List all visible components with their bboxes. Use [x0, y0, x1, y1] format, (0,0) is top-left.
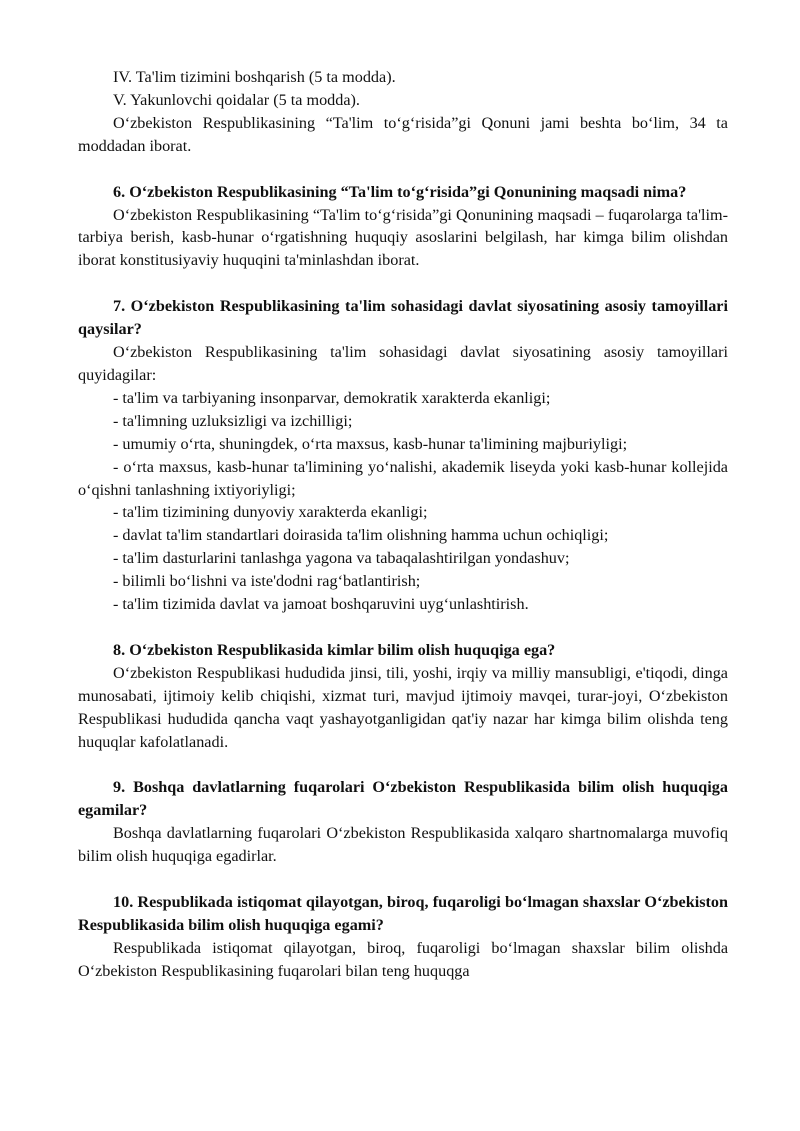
list-item: - bilimli bo‘lishni va iste'dodni rag‘batlantirish; [113, 572, 421, 591]
list-item: - davlat ta'lim standartlari doirasida ta'lim olishning hamma uchun ochiqligi; [113, 526, 609, 545]
answer-6: O‘zbekiston Respublikasining “Ta'lim to‘g‘risida”gi Qonunining maqsadi – fuqarolarga ta'lim-tarbiya berish, kasb-hunar o‘rgatishning huquqiy asoslarini belgilash, har kimga bilim olishdan iborat konstitusiyaviy huquqini ta'minlashdan iborat. [78, 205, 728, 270]
question-6: 6. O‘zbekiston Respublikasining “Ta'lim to‘g‘risida”gi Qonunining maqsadi nima? [113, 182, 687, 201]
question-7: 7. O‘zbekiston Respublikasining ta'lim sohasidagi davlat siyosatining asosiy tamoyillari qaysilar? [78, 297, 728, 339]
intro-line-4: IV. Ta'lim tizimini boshqarish (5 ta modda). [113, 68, 396, 86]
answer-9: Boshqa davlatlarning fuqarolari O‘zbekiston Respublikasida xalqaro shartnomalarga muvofiq bilim olish huquqiga egadirlar. [78, 824, 728, 866]
list-item: - o‘rta maxsus, kasb-hunar ta'limining yo‘nalishi, akademik liseyda yoki kasb-hunar kollejida o‘qishni tanlashning ixtiyoriyligi; [78, 457, 728, 499]
intro-line-5: V. Yakunlovchi qoidalar (5 ta modda). [113, 90, 360, 109]
list-item: - ta'lim tizimining dunyoviy xarakterda ekanligi; [113, 503, 428, 522]
answer-7: O‘zbekiston Respublikasining ta'lim sohasidagi davlat siyosatining asosiy tamoyillari quyidagilar: [78, 343, 728, 384]
intro-summary: O‘zbekiston Respublikasining “Ta'lim to‘g‘risida”gi Qonuni jami beshta bo‘lim, 34 ta moddadan iborat. [78, 113, 728, 155]
list-item: - ta'lim va tarbiyaning insonparvar, demokratik xarakterda ekanligi; [113, 388, 551, 407]
list-item: - ta'limning uzluksizligi va izchilligi; [113, 411, 353, 430]
answer-10: Respublikada istiqomat qilayotgan, biroq, fuqaroligi bo‘lmagan shaxslar bilim olishda O‘zbekiston Respublikasining fuqarolari bilan teng huquqga [78, 938, 728, 980]
question-10: 10. Respublikada istiqomat qilayotgan, biroq, fuqaroligi bo‘lmagan shaxslar O‘zbekiston Respublikasida bilim olish huquqiga egami? [78, 893, 728, 934]
list-item: - ta'lim dasturlarini tanlashga yagona va tabaqalashtirilgan yondashuv; [113, 549, 570, 568]
document-page [78, 66, 728, 983]
question-9: 9. Boshqa davlatlarning fuqarolari O‘zbekiston Respublikasida bilim olish huquqiga egamilar? [78, 778, 728, 820]
answer-8: O‘zbekiston Respublikasi hududida jinsi, tili, yoshi, irqiy va milliy mansubligi, e'tiqodi, dinga munosabati, ijtimoiy kelib chiqishi, xizmat turi, mavjud ijtimoiy mavqei, turar-joyi, O‘zbekiston Respublikasi hududida qancha vaqt yashayotganligidan qat'iy nazar har kimga bilim olishda teng huquqlar kafolatlanadi. [78, 663, 728, 751]
question-8: 8. O‘zbekiston Respublikasida kimlar bilim olish huquqiga ega? [113, 640, 556, 659]
list-item: - ta'lim tizimida davlat va jamoat boshqaruvini uyg‘unlashtirish. [113, 595, 529, 614]
list-item: - umumiy o‘rta, shuningdek, o‘rta maxsus, kasb-hunar ta'limining majburiyligi; [113, 434, 628, 453]
